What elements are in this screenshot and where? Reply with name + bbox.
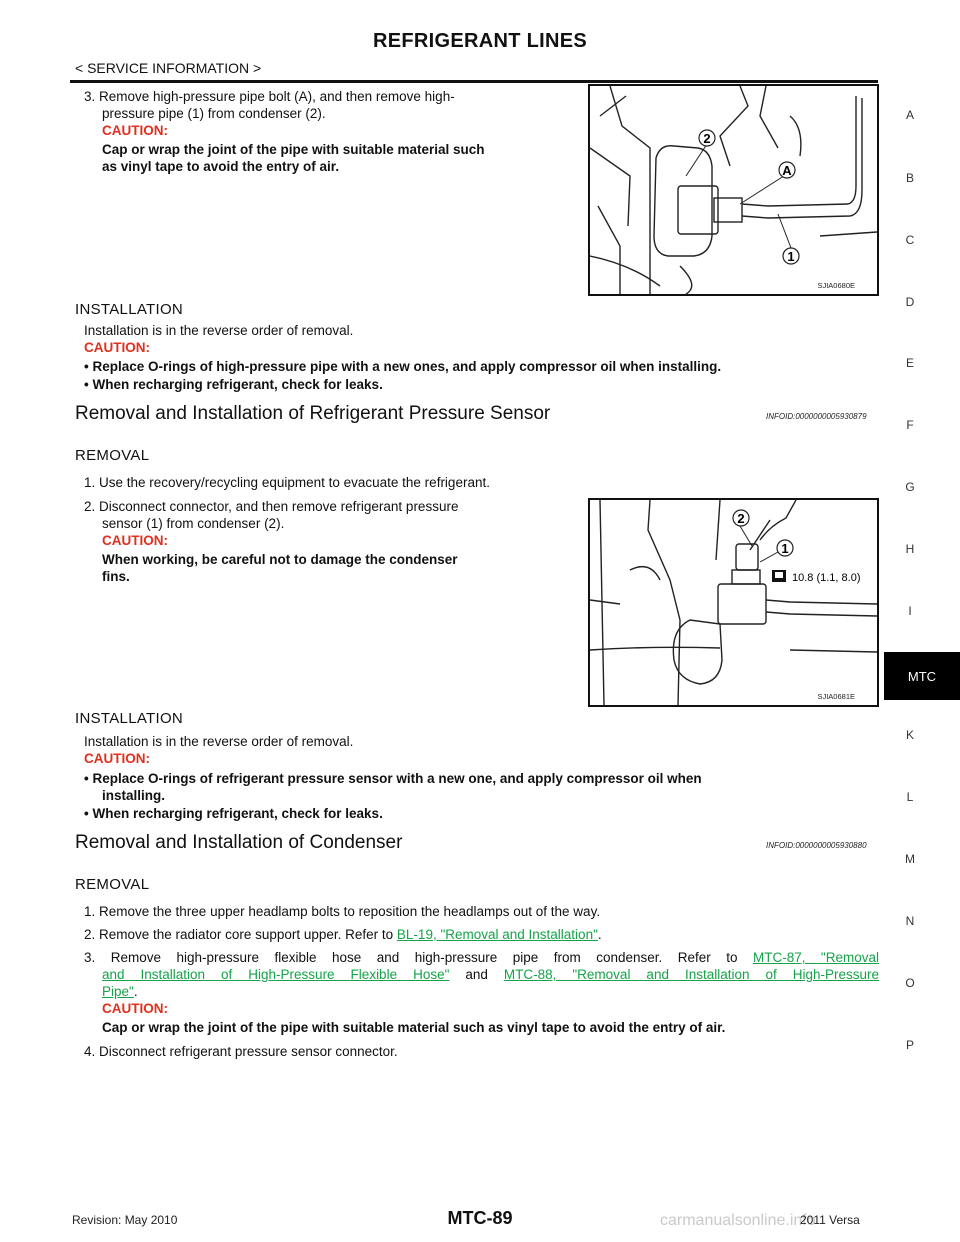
link-mtc-88[interactable]: MTC-88, "Removal and Installation of High-Pressure <box>503 967 880 982</box>
caution-label: CAUTION: <box>84 751 150 766</box>
caution-bullet-2: • When recharging refrigerant, check for leaks. <box>84 806 383 821</box>
callout-2: 2 <box>703 131 711 146</box>
installation-text: Installation is in the reverse order of removal. <box>84 734 354 749</box>
figure-code: SJIA0680E <box>817 281 855 290</box>
figure-code: SJIA0681E <box>817 692 855 701</box>
side-index-f[interactable]: F <box>906 418 914 432</box>
step-3-text: 3. Remove high-pressure flexible hose and high-pressure pipe from condenser. Refer to <box>84 950 753 965</box>
side-index-a[interactable]: A <box>905 108 914 122</box>
header-divider <box>70 80 878 83</box>
step-3-text-line1: 3. Remove high-pressure pipe bolt (A), and then remove high- <box>84 89 455 104</box>
condenser-step-1: 1. Remove the three upper headlamp bolts to reposition the headlamps out of the way. <box>84 904 601 919</box>
side-index-p[interactable]: P <box>905 1038 914 1052</box>
section-title-sensor: Removal and Installation of Refrigerant Pressure Sensor <box>75 403 551 424</box>
condenser-step-4: 4. Disconnect refrigerant pressure sensor connector. <box>84 1044 398 1059</box>
installation-text: Installation is in the reverse order of removal. <box>84 323 354 338</box>
figure-high-pressure-pipe <box>588 84 879 296</box>
side-index-n[interactable]: N <box>905 914 915 928</box>
caution-text-line2: as vinyl tape to avoid the entry of air. <box>102 159 340 174</box>
link-mtc-87[interactable]: MTC-87, "Removal <box>752 950 879 965</box>
sensor-step-1: 1. Use the recovery/recycling equipment to evacuate the refrigerant. <box>84 475 490 490</box>
step-2-period: . <box>597 927 602 942</box>
caution-label: CAUTION: <box>102 1001 168 1016</box>
watermark: carmanualsonline.info <box>660 1212 816 1229</box>
side-index-i[interactable]: I <box>908 604 912 618</box>
caution-label: CAUTION: <box>102 533 168 548</box>
caution-bullet-1-line2: installing. <box>102 788 166 803</box>
side-index-e[interactable]: E <box>905 356 914 370</box>
footer-revision: Revision: May 2010 <box>72 1213 178 1227</box>
condenser-step-3-line1 <box>84 949 879 966</box>
info-id-condenser: INFOID:0000000005930880 <box>766 841 867 850</box>
section-title-condenser: Removal and Installation of Condenser <box>75 832 403 853</box>
figure-illustration <box>590 86 877 294</box>
installation-heading: INSTALLATION <box>75 301 184 318</box>
side-index-g[interactable]: G <box>905 480 915 494</box>
link-bl-19[interactable]: BL-19, "Removal and Installation" <box>396 927 598 942</box>
caution-bullet-1-line1: • Replace O-rings of refrigerant pressure sensor with a new one, and apply compressor oil when <box>84 771 702 786</box>
caution-label: CAUTION: <box>84 340 150 355</box>
side-index-l[interactable]: L <box>906 790 914 804</box>
condenser-step-2 <box>84 926 602 943</box>
step-3-text-line2: pressure pipe (1) from condenser (2). <box>102 106 326 121</box>
side-index-d[interactable]: D <box>905 295 915 309</box>
page-title: REFRIGERANT LINES <box>373 30 587 52</box>
side-index-h[interactable]: H <box>905 542 915 556</box>
installation-heading: INSTALLATION <box>75 710 184 727</box>
callout-1: 1 <box>781 541 789 556</box>
side-index-m[interactable]: M <box>905 852 915 866</box>
figure-pressure-sensor <box>588 498 879 707</box>
removal-heading: REMOVAL <box>75 447 150 464</box>
page-number: MTC-89 <box>447 1208 513 1228</box>
step-3-period: . <box>133 984 138 999</box>
side-index-k[interactable]: K <box>905 728 914 742</box>
caution-text-line1: When working, be careful not to damage the condenser <box>102 552 458 567</box>
condenser-step-3-line3 <box>102 983 138 1000</box>
torque-value: 10.8 (1.1, 8.0) <box>792 572 861 584</box>
caution-label: CAUTION: <box>102 123 168 138</box>
figure-illustration <box>590 500 877 705</box>
caution-text-line2: fins. <box>102 569 130 584</box>
side-index-mtc-active[interactable]: MTC <box>884 652 960 700</box>
caution-text: Cap or wrap the joint of the pipe with suitable material such as vinyl tape to avoid the entry of air. <box>102 1020 726 1035</box>
removal-heading: REMOVAL <box>75 876 150 893</box>
link-mtc-88-cont[interactable]: Pipe" <box>102 984 134 999</box>
sensor-step-2-line1: 2. Disconnect connector, and then remove refrigerant pressure <box>84 499 459 514</box>
caution-bullet-1: • Replace O-rings of high-pressure pipe with a new ones, and apply compressor oil when installing. <box>84 359 722 374</box>
condenser-step-3-line2 <box>102 966 879 983</box>
sensor-step-2-line2: sensor (1) from condenser (2). <box>102 516 285 531</box>
side-index-o[interactable]: O <box>905 976 915 990</box>
callout-1: 1 <box>787 249 795 264</box>
side-index-c[interactable]: C <box>905 233 915 247</box>
caution-bullet-2: • When recharging refrigerant, check for leaks. <box>84 377 383 392</box>
caution-text-line1: Cap or wrap the joint of the pipe with suitable material such <box>102 142 485 157</box>
link-mtc-87-cont[interactable]: and Installation of High-Pressure Flexible Hose" <box>102 967 450 982</box>
step-2-text: 2. Remove the radiator core support upper. Refer to <box>84 927 397 942</box>
callout-a: A <box>782 163 792 178</box>
info-id-sensor: INFOID:0000000005930879 <box>766 412 867 421</box>
callout-2: 2 <box>737 511 745 526</box>
footer-model: 2011 Versa <box>800 1213 860 1227</box>
side-index-b[interactable]: B <box>905 171 914 185</box>
step-3-and: and <box>449 967 504 982</box>
section-label: < SERVICE INFORMATION > <box>75 60 262 76</box>
